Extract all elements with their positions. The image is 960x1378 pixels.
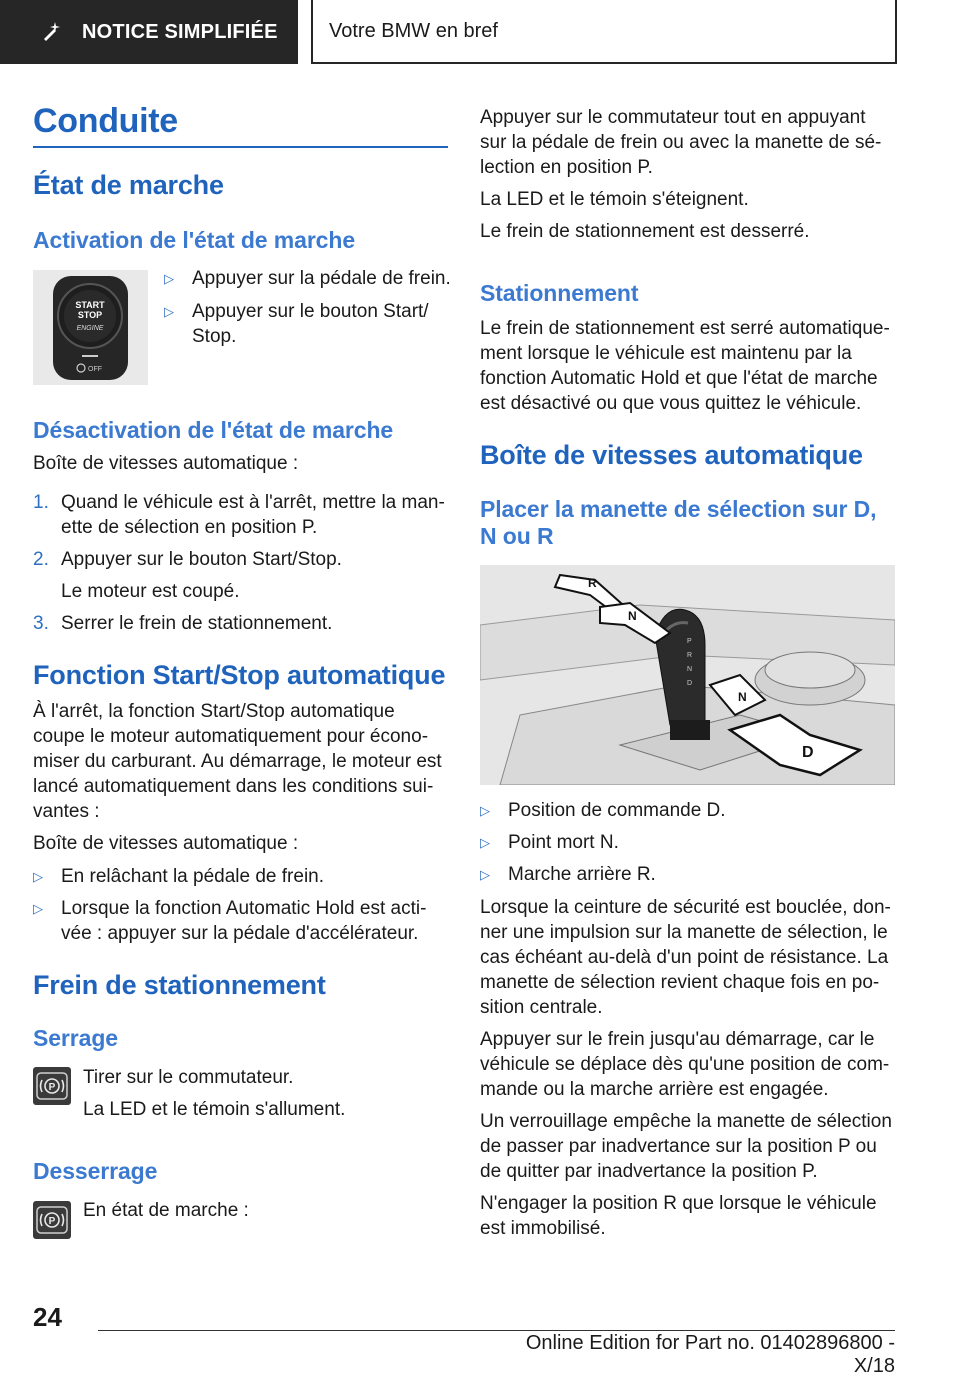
- triangle-bullet-icon: ▷: [480, 803, 490, 818]
- triangle-bullet-icon: ▷: [33, 869, 43, 884]
- paragraph-line: cas échéant au-delà d'un point de résistance. La: [480, 947, 889, 968]
- desactivation-intro: Boîte de vitesses automatique :: [33, 453, 299, 474]
- startstop-intro: Boîte de vitesses automatique :: [33, 833, 299, 854]
- triangle-bullet-icon: ▷: [164, 271, 174, 286]
- heading-stationnement: Stationnement: [480, 280, 639, 306]
- paragraph-line: sition centrale.: [480, 997, 603, 1018]
- car-spark-icon: [40, 19, 66, 45]
- triangle-bullet-icon: ▷: [164, 304, 174, 319]
- stop-label: STOP: [77, 310, 103, 320]
- paragraph-line: de passer par inadvertance sur la position P ou: [480, 1136, 877, 1157]
- paragraph-line: ner une impulsion sur la manette de sélection, le: [480, 922, 888, 943]
- paragraph-line: ment lorsque le véhicule est maintenu par la: [480, 343, 852, 364]
- heading-desactivation: Désactivation de l'état de marche: [33, 417, 394, 443]
- heading-desserrage: Desserrage: [33, 1158, 158, 1184]
- paragraph-line: Appuyer sur le frein jusqu'au démarrage, car le: [480, 1029, 875, 1050]
- header-section[interactable]: [311, 0, 897, 64]
- triangle-bullet-icon: ▷: [480, 867, 490, 882]
- header-tab-label: NOTICE SIMPLIFIÉE: [82, 20, 278, 43]
- gear-letter-n-upper: N: [628, 609, 637, 623]
- parking-brake-icon: [33, 1201, 71, 1239]
- heading-placer-manette-cont: N ou R: [480, 523, 554, 549]
- header-section-label: Votre BMW en bref: [329, 19, 498, 42]
- heading-boite: Boîte de vitesses automatique: [480, 440, 863, 470]
- heading-frein: Frein de stationnement: [33, 970, 326, 1000]
- heading-start-stop: Fonction Start/Stop automatique: [33, 660, 446, 690]
- svg-text:P: P: [48, 1082, 56, 1093]
- off-label: OFF: [88, 366, 102, 373]
- serrage-line: Tirer sur le commutateur.: [83, 1067, 294, 1088]
- svg-text:N: N: [687, 666, 693, 673]
- start-label: START: [75, 300, 105, 310]
- paragraph-line: sur la pédale de frein ou avec la manette de sé-: [480, 132, 882, 153]
- paragraph-line: coupe le moteur automatiquement pour écono-: [33, 726, 429, 747]
- triangle-bullet-icon: ▷: [33, 901, 43, 916]
- paragraph-line: Le frein de stationnement est serré automatique-: [480, 318, 890, 339]
- paragraph-line: Un verrouillage empêche la manette de sélection: [480, 1111, 892, 1132]
- edition-info: Online Edition for Part no. 01402896800 - X/18: [525, 1332, 895, 1377]
- title-rule: [33, 146, 448, 148]
- heading-placer-manette: Placer la manette de sélection sur D,: [480, 496, 877, 522]
- start-stop-button-illustration: [33, 270, 148, 385]
- gear-letter-d: D: [802, 744, 814, 761]
- serrage-line: La LED et le témoin s'allument.: [83, 1099, 346, 1120]
- list-item-continuation: vée : appuyer sur la pédale d'accélérateur.: [61, 923, 419, 944]
- svg-text:P: P: [687, 638, 692, 645]
- svg-text:R: R: [687, 652, 693, 659]
- paragraph-line: La LED et le témoin s'éteignent.: [480, 189, 749, 210]
- paragraph-line: manette de sélection revient chaque fois en po-: [480, 972, 880, 993]
- paragraph-line: est désactivé ou que vous quittez le véhicule.: [480, 393, 862, 414]
- svg-text:D: D: [687, 680, 693, 687]
- paragraph-line: vantes :: [33, 801, 100, 822]
- paragraph-line: véhicule se déplace dès qu'une position de com-: [480, 1054, 890, 1075]
- page-number: 24: [33, 1302, 62, 1332]
- heading-serrage: Serrage: [33, 1025, 118, 1051]
- paragraph-line: est immobilisé.: [480, 1218, 606, 1239]
- desserrage-line: En état de marche :: [83, 1200, 249, 1221]
- svg-text:P: P: [48, 1216, 56, 1227]
- engine-label: ENGINE: [76, 325, 104, 332]
- paragraph-line: N'engager la position R que lorsque le véhicule: [480, 1193, 877, 1214]
- heading-activation: Activation de l'état de marche: [33, 227, 356, 253]
- step-continuation: Le moteur est coupé.: [61, 581, 240, 602]
- paragraph-line: À l'arrêt, la fonction Start/Stop automatique: [33, 701, 395, 722]
- page-title: Conduite: [33, 102, 178, 140]
- paragraph-line: fonction Automatic Hold et que l'état de marche: [480, 368, 878, 389]
- triangle-bullet-icon: ▷: [480, 835, 490, 850]
- paragraph-line: mande ou la marche arrière est engagée.: [480, 1079, 829, 1100]
- paragraph-line: miser du carburant. Au démarrage, le moteur est: [33, 751, 442, 772]
- heading-etat-de-marche: État de marche: [33, 170, 224, 200]
- paragraph-line: de quitter par inadvertance la position P.: [480, 1161, 818, 1182]
- paragraph-line: Appuyer sur le commutateur tout en appuyant: [480, 107, 866, 128]
- paragraph-line: Lorsque la ceinture de sécurité est bouclée, don-: [480, 897, 891, 918]
- step-continuation: ette de sélection en position P.: [61, 517, 318, 538]
- paragraph-line: Le frein de stationnement est desserré.: [480, 221, 810, 242]
- paragraph-line: lection en position P.: [480, 157, 653, 178]
- gear-letter-r: R: [588, 576, 597, 590]
- gear-letter-n-lower: N: [738, 690, 747, 704]
- list-item-continuation: Stop.: [192, 326, 237, 347]
- footer-rule: [98, 1330, 895, 1331]
- gear-selector-illustration: [480, 565, 895, 785]
- paragraph-line: lancé automatiquement dans les conditions sui-: [33, 776, 434, 797]
- parking-brake-icon: [33, 1067, 71, 1105]
- header-tab[interactable]: [0, 0, 298, 64]
